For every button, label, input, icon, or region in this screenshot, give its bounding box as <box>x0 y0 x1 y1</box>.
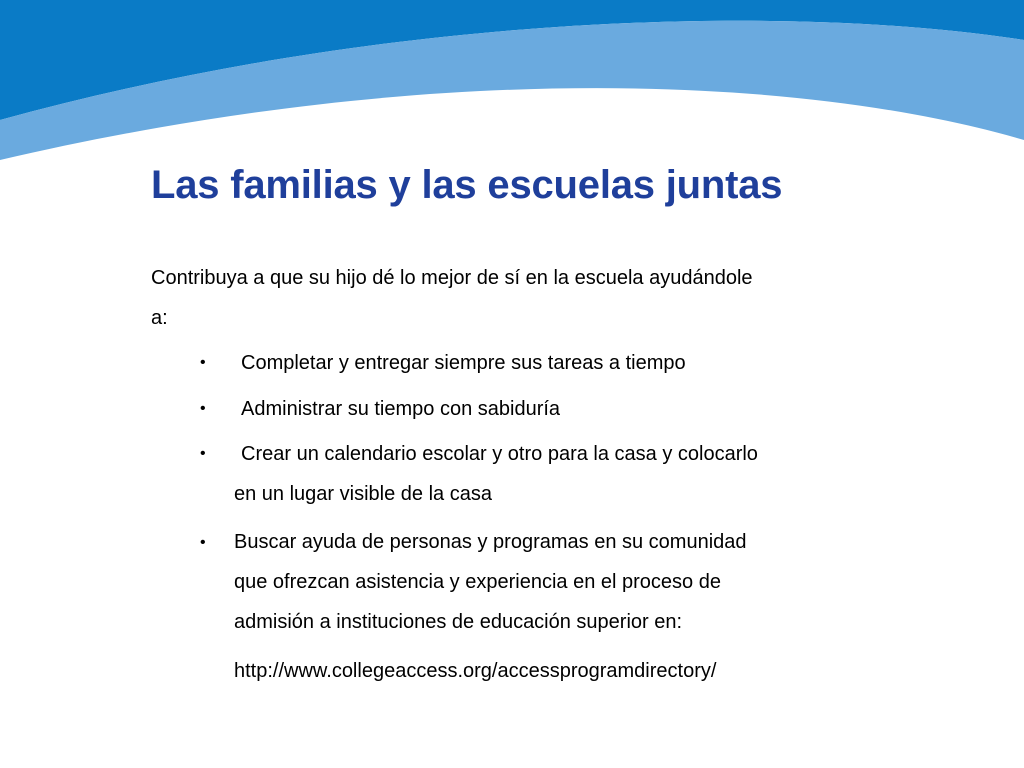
list-item-1 <box>234 343 914 383</box>
bullet-icon: • <box>200 400 206 417</box>
header-wave-decoration <box>0 0 1024 170</box>
list-item-3-line-1: Crear un calendario escolar y otro para la casa y colocarlo <box>241 443 758 465</box>
bullet-icon: • <box>200 534 206 551</box>
slide-title: Las familias y las escuelas juntas <box>151 163 783 207</box>
list-item-4-line-2: que ofrezcan asistencia y experiencia en el proceso de <box>234 571 721 593</box>
list-item-3 <box>234 434 914 514</box>
bullet-icon: • <box>200 354 206 371</box>
list-item-4-line-1: Buscar ayuda de personas y programas en su comunidad <box>234 531 747 553</box>
list-item-4-line-3: admisión a instituciones de educación superior en: <box>234 611 683 633</box>
program-directory-url: http://www.collegeaccess.org/accessprogramdirectory/ <box>234 660 717 682</box>
list-item-2-line-1: Administrar su tiempo con sabiduría <box>241 398 561 420</box>
list-item-2 <box>234 389 914 429</box>
intro-paragraph <box>151 258 911 338</box>
list-item-1-line-1: Completar y entregar siempre sus tareas a tiempo <box>241 352 686 374</box>
list-item-3-line-2: en un lugar visible de la casa <box>234 483 492 505</box>
list-item-4 <box>234 522 914 642</box>
bullet-icon: • <box>200 445 206 462</box>
intro-line-2: a: <box>151 307 168 329</box>
intro-line-1: Contribuya a que su hijo dé lo mejor de sí en la escuela ayudándole <box>151 267 753 289</box>
